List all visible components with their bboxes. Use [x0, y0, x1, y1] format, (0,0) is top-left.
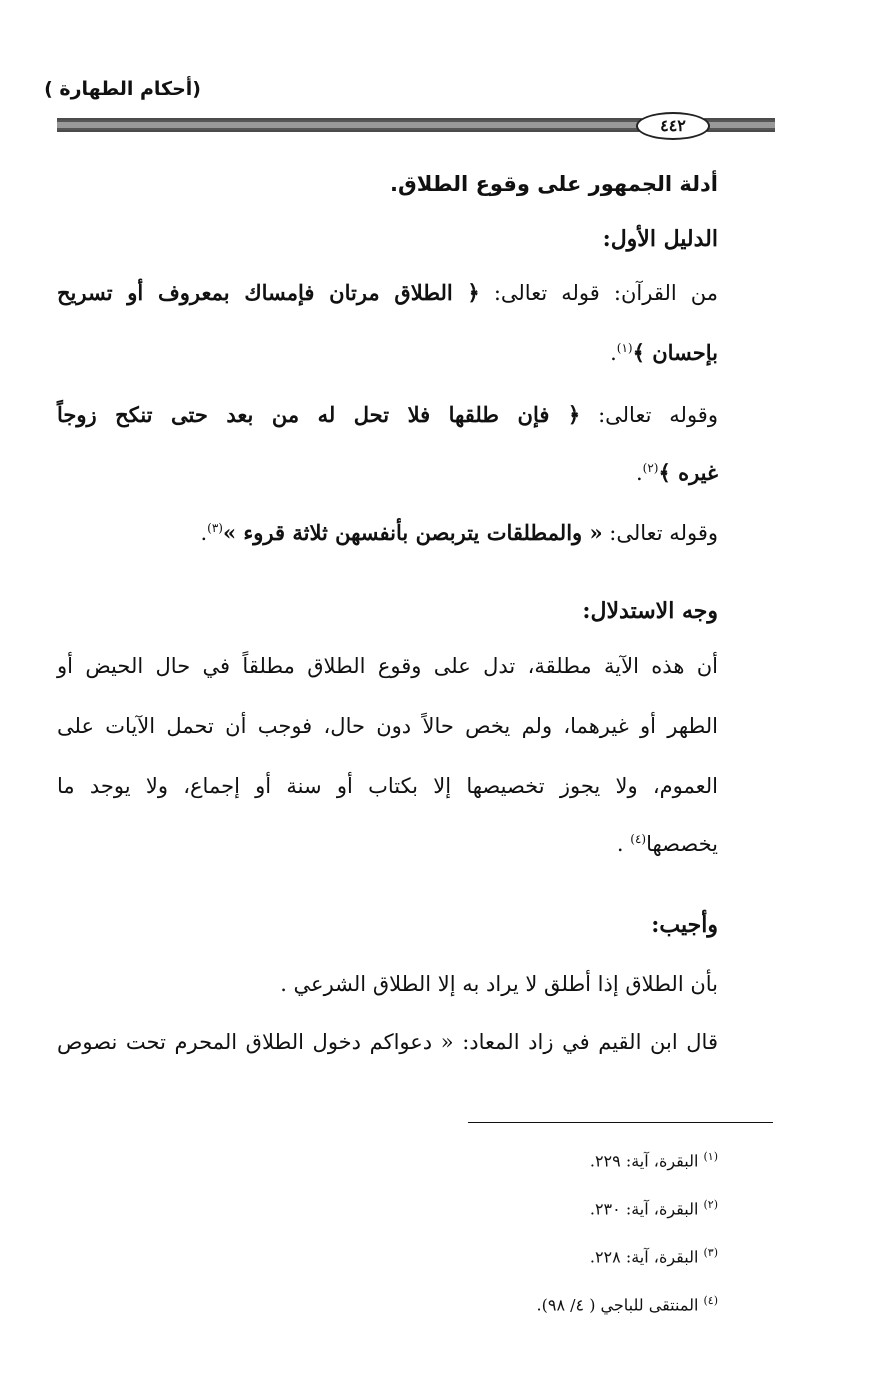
- footnote-text: المنتقى للباجي ( ٤/ ٩٨).: [536, 1295, 699, 1315]
- period: .: [616, 832, 631, 856]
- page-number: ٤٤٢: [636, 112, 710, 140]
- evidence-line-1: [57, 280, 718, 305]
- reasoning-line-2: الطهر أو غيرهما، ولم يخص حالاً دون حال، فوجب أن تحمل الآيات على: [57, 714, 718, 738]
- footnote-number: (١): [703, 1150, 718, 1163]
- footnote-ref-2: (٢): [642, 461, 659, 475]
- evidence-prefix-1: من القرآن: قوله تعالى:: [479, 281, 718, 305]
- evidence-prefix-3: وقوله تعالى:: [602, 521, 718, 545]
- footnote-text: البقرة، آية: ٢٢٩.: [589, 1151, 699, 1171]
- evidence-line-5: [200, 520, 718, 545]
- answer-heading: وأجيب:: [651, 912, 718, 938]
- answer-line-2: قال ابن القيم في زاد المعاد: « دعواكم دخول الطلاق المحرم تحت نصوص: [57, 1030, 718, 1054]
- footnote-3: [590, 1246, 718, 1266]
- first-evidence-heading: الدليل الأول:: [602, 226, 718, 252]
- footnote-text: البقرة، آية: ٢٢٨.: [589, 1247, 699, 1267]
- footnote-ref-3: (٣): [207, 521, 223, 535]
- footnote-2: [590, 1198, 718, 1218]
- evidence-line-4: [636, 460, 718, 485]
- reasoning-line-1: أن هذه الآية مطلقة، تدل على وقوع الطلاق مطلقاً في حال الحيض أو: [57, 654, 718, 678]
- reasoning-line-4: [617, 832, 718, 856]
- period: .: [635, 461, 643, 485]
- evidence-line-2: [610, 340, 718, 365]
- reasoning-line-3: العموم، ولا يجوز تخصيصها إلا بكتاب أو سنة أو إجماع، ولا يوجد ما: [57, 774, 718, 798]
- footnote-text: البقرة، آية: ٢٣٠.: [589, 1199, 699, 1219]
- quran-verse-2b: غيره ﴾: [658, 460, 718, 485]
- reasoning-end-word: يخصصها: [646, 832, 718, 856]
- footnote-ref-1: (١): [616, 341, 633, 355]
- quran-verse-1b: بإحسان ﴾: [632, 340, 718, 365]
- footnote-number: (٤): [703, 1294, 718, 1307]
- answer-line-1: بأن الطلاق إذا أطلق لا يراد به إلا الطلاق الشرعي .: [280, 972, 718, 996]
- quran-verse-3: « والمطلقات يتربصن بأنفسهن ثلاثة قروء »: [222, 520, 603, 545]
- running-header-title: (أحكام الطهارة ): [44, 78, 201, 100]
- period: .: [200, 521, 208, 545]
- footnote-4: [537, 1294, 718, 1314]
- footnote-1: [590, 1150, 718, 1170]
- footnote-number: (٢): [703, 1198, 718, 1211]
- footnote-ref-4: (٤): [630, 832, 647, 846]
- footnote-number: (٣): [703, 1246, 718, 1259]
- quran-verse-2a: ﴿ فإن طلقها فلا تحل له من بعد حتى تنكح زوجاً: [57, 402, 581, 427]
- evidence-line-3: [57, 402, 718, 427]
- footnote-separator: [468, 1122, 773, 1123]
- quran-verse-1a: ﴿ الطلاق مرتان فإمساك بمعروف أو تسريح: [57, 280, 480, 305]
- period: .: [610, 341, 617, 365]
- reasoning-heading: وجه الاستدلال:: [582, 598, 718, 624]
- main-heading: أدلة الجمهور على وقوع الطلاق.: [390, 172, 718, 196]
- evidence-prefix-2: وقوله تعالى:: [580, 403, 718, 427]
